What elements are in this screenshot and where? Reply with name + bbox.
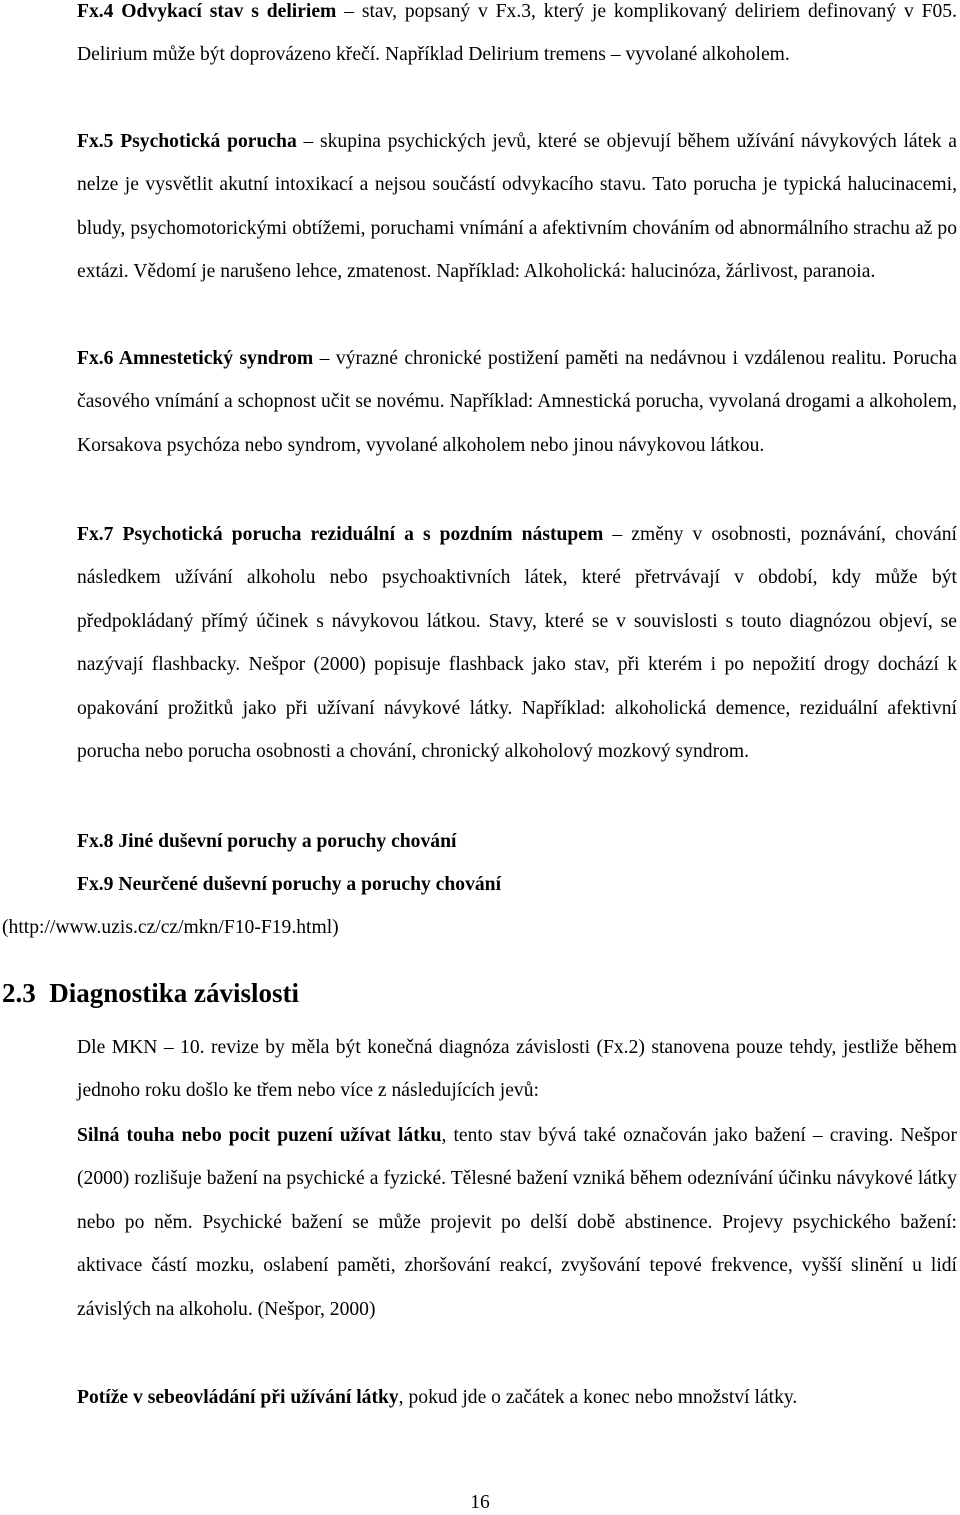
section-number: 2.3 [2,978,36,1008]
paragraph-text: – výrazné chronické postižení paměti na nedávnou i vzdálenou realitu. Porucha časového vnímání a schopnost učit se novému. Například: Amnestická porucha, vyvolaná drogami a alkoholem, Korsakova psychóza nebo syndrom, vyvolané alkoholem nebo jinou návykovou látkou. [77,348,957,456]
paragraph-text: – skupina psychických jevů, které se objevují během užívání návykových látek a nelze je vysvětlit akutní intoxikací a nejsou součástí odvykacího stavu. Tato porucha je typická halucinacemi, bludy, psychomotorickými obtížemi, poruchami vnímání a afektivním chováním od abnormálního strachu až po extázi. Vědomí je narušeno lehce, zmatenost. Například: Alkoholická: halucinóza, žárlivost, paranoia. [77,131,957,283]
paragraph-text: – stav, popsaný v Fx.3, který je komplikovaný deliriem definovaný v F05. Delirium může být doprovázeno křečí. Například Delirium tremens – vyvolané alkoholem. [77,1,958,66]
term-fx4: Fx.4 Odvykací stav s deliriem [77,1,337,22]
paragraph-fx6 [2,337,957,467]
term-fx8: Fx.8 Jiné duševní poruchy a poruchy chování [77,831,457,852]
paragraph-diagnosis [2,1026,957,1113]
source-citation: (http://www.uzis.cz/cz/mkn/F10-F19.html) [2,917,339,938]
paragraph-text: Dle MKN – 10. revize by měla být konečná diagnóza závislosti (Fx.2) stanovena pouze tehdy, jestliže během jednoho roku došlo ke třem nebo více z následujících jevů: [77,1037,957,1102]
paragraph-craving [2,1114,957,1331]
term-fx5: Fx.5 Psychotická porucha [77,131,297,152]
paragraph-fx5 [2,120,957,294]
paragraph-text: , tento stav bývá také označován jako bažení – craving. Nešpor (2000) rozlišuje bažení na psychické a fyzické. Tělesné bažení vzniká během odeznívání účinku návykové látky nebo po něm. Psychické bažení se může projevit po delší době abstinence. Projevy psychického bažení: aktivace částí mozku, oslabení paměti, zhoršování reakcí, zvyšování tepové frekvence, vyšší slinění u lidí závislých na alkoholu. (Nešpor, 2000) [77,1125,957,1320]
term-fx7: Fx.7 Psychotická porucha reziduální a s pozdním nástupem [77,524,604,545]
page-number: 16 [470,1492,490,1513]
paragraph-fx7 [2,513,957,773]
term-self-control: Potíže v sebeovládání při užívání látky [77,1387,399,1408]
section-title: Diagnostika závislosti [49,978,300,1008]
paragraph-fx4 [2,0,957,77]
paragraph-self-control [2,1376,957,1419]
paragraph-fx8 [2,820,957,863]
term-craving: Silná touha nebo pocit puzení užívat látku [77,1125,442,1146]
section-heading [2,978,299,1009]
paragraph-text: – změny v osobnosti, poznávání, chování následkem užívání alkoholu nebo psychoaktivních látek, které přetrvávají v období, kdy může být předpokládaný přímý účinek s návykovou látkou. Stavy, které se v souvislosti s touto diagnózou objeví, se nazývají flashbacky. Nešpor (2000) popisuje flashback jako stav, při kterém i po nepožití drogy dochází k opakování prožitků jako při užívaní návykové látky. Například: alkoholická demence, reziduální afektivní porucha nebo porucha osobnosti a chování, chronický alkoholový mozkový syndrom. [77,524,957,763]
paragraph-fx9 [2,863,957,906]
paragraph-text: , pokud jde o začátek a konec nebo množství látky. [398,1387,798,1408]
term-fx6: Fx.6 Amnestetický syndrom [77,348,314,369]
term-fx9: Fx.9 Neurčené duševní poruchy a poruchy chování [77,874,502,895]
